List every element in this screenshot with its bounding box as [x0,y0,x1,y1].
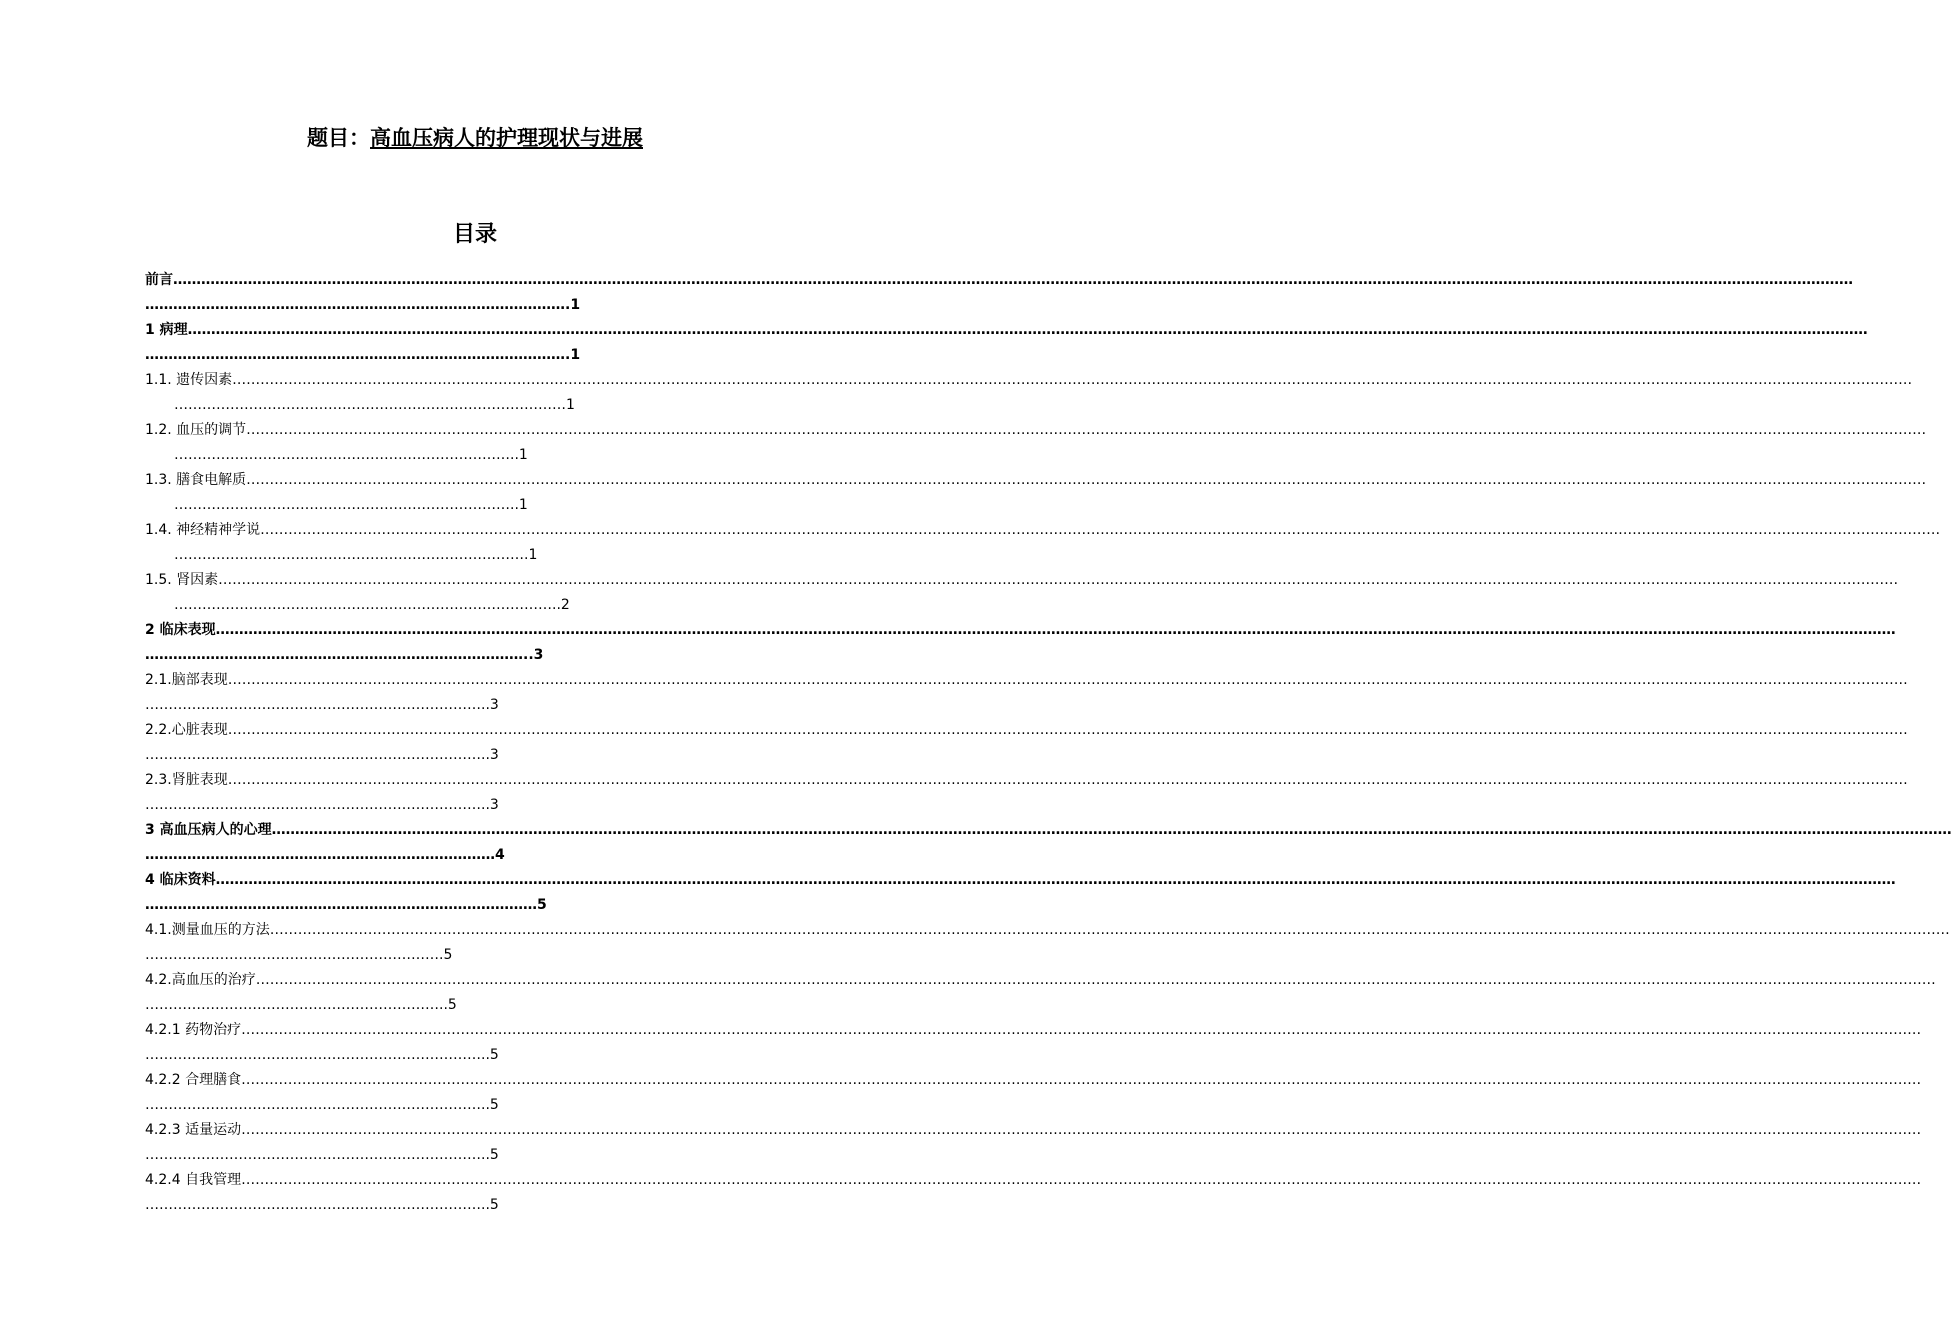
dot-leader: ……………………………………………………………………………………………………………………………………………………………………………………………………………………………………………………………………………………………………………………………… [255,972,1936,988]
dot-leader: ……………………………………………………………… [145,1097,481,1113]
toc-entry-label: 1.2. 血压的调节 [145,422,247,438]
toc-entry-continuation [145,843,805,868]
dot-leader: ……………………………………………………………………………………………………………………………………………………………………………………………………………………………………………………………………………………………………………………………… [271,822,1952,838]
toc-entry[interactable] [145,318,1868,368]
toc-entry-line [145,418,1927,443]
toc-entry-page-number: ..5 [481,1097,499,1113]
toc-entry-page-number: .1 [565,297,581,313]
toc-entry[interactable] [145,468,1927,518]
toc-entry[interactable] [145,368,1913,418]
toc-entry-continuation [145,1193,805,1218]
toc-entry[interactable] [145,1118,1922,1168]
dot-leader: ……………………………………………………………… [174,497,510,513]
toc-entry[interactable] [145,418,1927,468]
dot-leader: ……………………………………………………………………………… [145,347,565,363]
table-of-contents [145,268,1952,1218]
toc-entry-label: 3 高血压病人的心理 [145,822,272,838]
toc-entry-line [145,268,1853,293]
toc-entry-label: 4.2.4 自我管理 [145,1172,242,1188]
toc-entry[interactable] [145,268,1853,318]
toc-entry-continuation [145,1143,805,1168]
toc-entry-page-number: 5 [537,897,547,913]
dot-leader: ………………………………………………………………… [174,547,524,563]
toc-entry-page-number: ..3 [481,697,499,713]
toc-entry[interactable] [145,918,1950,968]
toc-entry[interactable] [145,868,1896,918]
dot-leader: ……………………………………………………………………………………………………………………………………………………………………………………………………………………………………………………………………………………………………………………………… [227,722,1908,738]
toc-entry[interactable] [145,1068,1922,1118]
toc-entry-continuation [145,643,805,668]
dot-leader: ………………………………………………………………… [145,847,495,863]
title-main: 高血压病人的护理现状与进展 [370,126,643,150]
dot-leader: ……………………………………………………………………………………………………………………………………………………………………………………………………………………………………………………………………………………………………………………………… [227,672,1908,688]
toc-entry[interactable] [145,968,1936,1018]
toc-entry-line [145,1168,1922,1193]
toc-entry-page-number: 4 [495,847,505,863]
toc-entry-label: 1.3. 膳食电解质 [145,472,247,488]
toc-entry-label: 1.1. 遗传因素 [145,372,233,388]
toc-entry-line [145,768,1908,793]
dot-leader: ……………………………………………………………… [145,697,481,713]
dot-leader: ……………………………………………………………………………………………………………………………………………………………………………………………………………………………………………………………………………………………………………………………… [246,472,1927,488]
dot-leader: ……………………………………………………………………………………………………………………………………………………………………………………………………………………………………………………………………………………………………………………………… [241,1122,1922,1138]
toc-entry-continuation [145,743,805,768]
toc-entry-line [145,868,1896,893]
toc-entry-page-number: ..3 [481,797,499,813]
toc-entry-label: 4.2.高血压的治疗 [145,972,256,988]
toc-entry[interactable] [145,768,1908,818]
dot-leader: ……………………………………………………………………… [145,647,523,663]
toc-entry-label: 2.3.肾脏表现 [145,772,228,788]
dot-leader: ……………………………………………………………… [145,1047,481,1063]
toc-entry-label: 2.2.心脏表现 [145,722,228,738]
toc-entry-line [145,1068,1922,1093]
toc-entry-continuation [145,693,805,718]
toc-entry-label: 4 临床资料 [145,872,216,888]
toc-entry-continuation [145,343,805,368]
dot-leader: ………………………………………………………………………… [174,397,566,413]
toc-entry-page-number: .1 [524,547,538,563]
toc-entry-continuation [145,443,805,468]
dot-leader: ……………………………………………………………………………………………………………………………………………………………………………………………………………………………………………………………………………………………………………………………… [232,372,1913,388]
dot-leader: ……………………………………………………………… [145,747,481,763]
dot-leader: ……………………………………………………………… [145,1197,481,1213]
toc-entry-continuation [145,943,805,968]
toc-entry-line [145,618,1896,643]
dot-leader: ……………………………………………………… [145,997,439,1013]
dot-leader: ……………………………………………………………………………… [145,297,565,313]
toc-entry-page-number: ..5 [481,1197,499,1213]
title-prefix: 题目： [307,126,370,150]
toc-entry-continuation [145,893,805,918]
toc-entry-continuation [145,1093,805,1118]
toc-entry-continuation [145,993,805,1018]
toc-entry-page-number: .5 [439,947,453,963]
toc-entry[interactable] [145,718,1908,768]
toc-entry-line [145,668,1908,693]
toc-entry-label: 1.5. 肾因素 [145,572,219,588]
dot-leader: ……………………………………………………………………………………………………………………………………………………………………………………………………………………………………………………………………………………………………………………………… [187,322,1868,338]
toc-entry-page-number: .1 [565,347,581,363]
toc-entry-line [145,568,1899,593]
dot-leader: ……………………………………………………………… [145,797,481,813]
toc-entry-line [145,818,1952,843]
toc-entry[interactable] [145,568,1899,618]
toc-entry-label: 1 病理 [145,322,188,338]
dot-leader: ……………………………………………………………… [145,1147,481,1163]
dot-leader: ……………………………………………………………… [174,447,510,463]
toc-entry-page-number: ..3 [523,647,544,663]
dot-leader: ………………………………………………………………………… [145,897,537,913]
toc-entry[interactable] [145,1018,1922,1068]
toc-entry-page-number: ..5 [481,1147,499,1163]
toc-entry-label: 4.2.1 药物治疗 [145,1022,242,1038]
toc-entry-label: 4.1.测量血压的方法 [145,922,270,938]
toc-entry-continuation [145,1043,805,1068]
toc-entry-line [145,318,1868,343]
toc-entry-page-number: ..1 [510,497,528,513]
toc-entry-page-number: 1 [566,397,575,413]
toc-entry-line [145,518,1941,543]
dot-leader: ……………………………………………………… [145,947,439,963]
dot-leader: ……………………………………………………………………………………………………………………………………………………………………………………………………………………………………………………………………………………………………………………………… [241,1172,1922,1188]
toc-entry-label: 2 临床表现 [145,622,216,638]
toc-heading: 目录 [452,222,497,247]
dot-leader: ……………………………………………………………………………………………………………………………………………………………………………………………………………………………………………………………………………………………………………………………… [241,1022,1922,1038]
dot-leader: ……………………………………………………………………………………………………………………………………………………………………………………………………………………………………………………………………………………………………………………………… [218,572,1899,588]
toc-entry-label: 4.2.2 合理膳食 [145,1072,242,1088]
page-title [0,121,950,155]
dot-leader: ……………………………………………………………………………………………………………………………………………………………………………………………………………………………………………………………………………………………………………………………… [260,522,1941,538]
toc-entry-line [145,368,1913,393]
toc-entry-line [145,468,1927,493]
dot-leader: ……………………………………………………………………………………………………………………………………………………………………………………………………………………………………………………………………………………………………………………………… [241,1072,1922,1088]
dot-leader: ……………………………………………………………………………………………………………………………………………………………………………………………………………………………………………………………………………………………………………………………… [173,272,1853,288]
toc-entry-line [145,968,1936,993]
toc-entry-line [145,918,1950,943]
dot-leader: ……………………………………………………………………………………………………………………………………………………………………………………………………………………………………………………………………………………………………………………………… [269,922,1950,938]
toc-entry-continuation [145,393,805,418]
toc-entry-label: 1.4. 神经精神学说 [145,522,261,538]
toc-entry-label: 前言 [145,272,173,288]
toc-entry-label: 2.1.脑部表现 [145,672,228,688]
toc-entry[interactable] [145,818,1952,868]
dot-leader: ……………………………………………………………………………………………………………………………………………………………………………………………………………………………………………………………………………………………………………………………… [227,772,1908,788]
toc-entry-continuation [145,793,805,818]
toc-entry-page-number: ..3 [481,747,499,763]
toc-entry[interactable] [145,518,1941,568]
toc-entry-line [145,1018,1922,1043]
toc-entry-continuation [145,493,805,518]
dot-leader: ……………………………………………………………………………………………………………………………………………………………………………………………………………………………………………………………………………………………………………………………… [215,622,1896,638]
toc-entry-continuation [145,593,805,618]
toc-entry-page-number: ..1 [510,447,528,463]
toc-entry-continuation [145,293,805,318]
toc-entry-line [145,1118,1922,1143]
toc-entry-page-number: ..5 [439,997,457,1013]
toc-entry-continuation [145,543,805,568]
dot-leader: ……………………………………………………………………………………………………………………………………………………………………………………………………………………………………………………………………………………………………………………………… [246,422,1927,438]
toc-entry-page-number: ..2 [552,597,570,613]
toc-entry-line [145,718,1908,743]
toc-entry-page-number: ..5 [481,1047,499,1063]
toc-entry[interactable] [145,668,1908,718]
toc-entry-label: 4.2.3 适量运动 [145,1122,242,1138]
toc-entry[interactable] [145,618,1896,668]
dot-leader: ……………………………………………………………………… [174,597,552,613]
dot-leader: ……………………………………………………………………………………………………………………………………………………………………………………………………………………………………………………………………………………………………………………………… [215,872,1896,888]
toc-entry[interactable] [145,1168,1922,1218]
